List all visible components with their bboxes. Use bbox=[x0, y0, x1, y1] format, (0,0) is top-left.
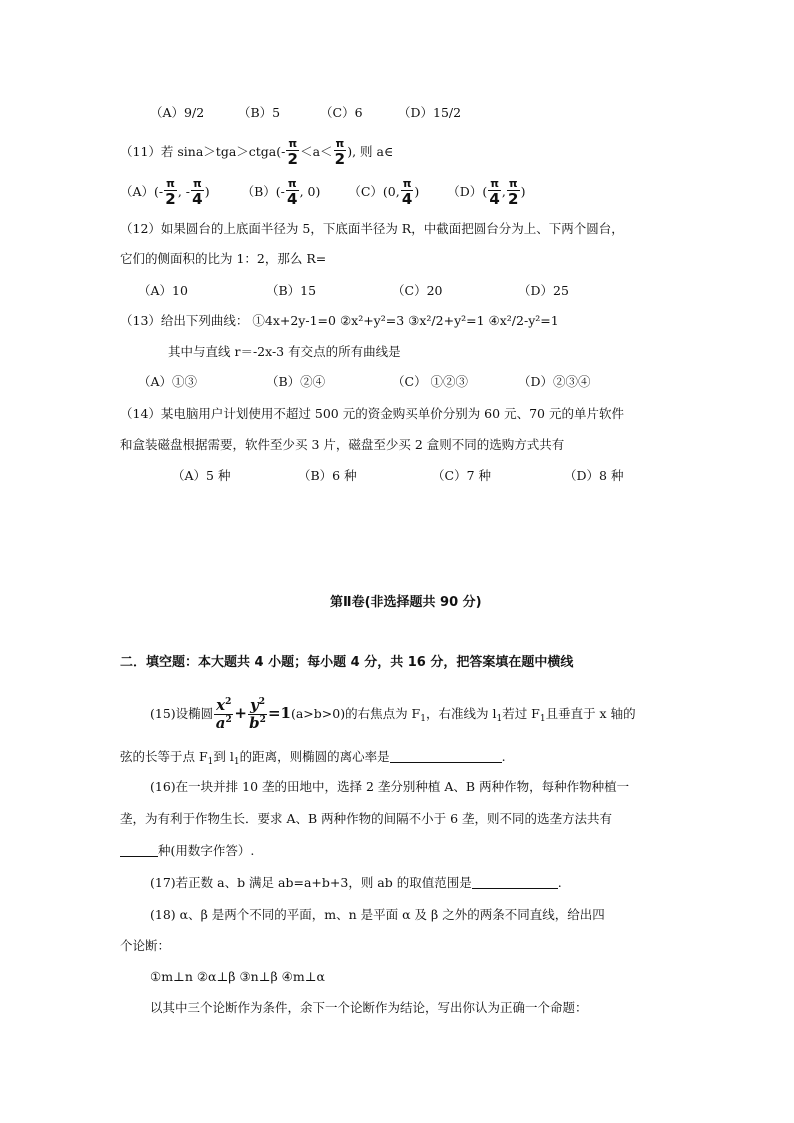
q11-option-b: （B）(- $\frac{\pi}{4}$ , 0) bbox=[241, 177, 321, 208]
q12-option-b: （B）15 bbox=[266, 283, 317, 298]
q11-option-c: （C）(0, $\frac{\pi}{4}$ ) bbox=[348, 177, 420, 208]
q11-prefix: （11）若 sina＞tga＞ctga(- bbox=[120, 144, 286, 159]
q14-option-a: （A）5 种 bbox=[172, 468, 231, 483]
q12-line-1: （12）如果圆台的上底面半径为 5，下底面半径为 R，中截面把圆台分为上、下两个圆台， bbox=[120, 221, 624, 236]
section-2-title: 第Ⅱ卷(非选择题共 90 分) bbox=[330, 595, 482, 610]
q15-line-2: 弦的长等于点 $F_1$到 $l_1$的距离，则椭圆的离心率是 . bbox=[120, 749, 506, 767]
q11-suffix: ), 则 a∈ bbox=[347, 144, 394, 159]
q14-line-1: （14）某电脑用户计划使用不超过 500 元的资金购买单价分别为 60 元、70 元的单片软件 bbox=[120, 406, 624, 421]
q13-line-1: （13）给出下列曲线： ①4x+2y-1=0 ②x²+y²=3 ③x²/2+y²=1 ④x²/2-y²=1 bbox=[120, 313, 559, 328]
q10-option-a: （A）9/2 bbox=[150, 105, 205, 120]
q12-line-2: 它们的侧面积的比为 1：2，那么 R= bbox=[120, 251, 327, 266]
q15-answer-blank[interactable] bbox=[390, 748, 502, 763]
q11-mid: ＜a＜ bbox=[300, 144, 333, 159]
q16-line-2: 垄，为有利于作物生长．要求 A、B 两种作物的间隔不小于 6 垄，则不同的选垄方法共有 bbox=[120, 811, 613, 826]
q11-stem bbox=[120, 132, 393, 172]
q16-line-3: 种(用数字作答）. bbox=[120, 842, 254, 860]
q18-line-2: 个论断： bbox=[120, 938, 171, 953]
q14-option-b: （B）6 种 bbox=[298, 468, 357, 483]
q16-line-1: (16)在一块并排 10 垄的田地中，选择 2 垄分别种植 A、B 两种作物，每种作物种植一 bbox=[150, 779, 630, 794]
q15-prefix: (15)设椭圆 bbox=[150, 706, 214, 721]
q11-pi-over-2: $\frac{\pi}{2}$ bbox=[334, 137, 346, 168]
q12-option-a: （A）10 bbox=[138, 283, 188, 298]
q12-option-c: （C）20 bbox=[392, 283, 443, 298]
q18-line-1: (18) α、β 是两个不同的平面，m、n 是平面 α 及 β 之外的两条不同直线，给出四 bbox=[150, 907, 605, 922]
q11-option-d: （D）( $\frac{\pi}{4}$ , $\frac{\pi}{2}$ ) bbox=[447, 177, 526, 208]
q13-option-d: （D）②③④ bbox=[518, 374, 591, 389]
q13-option-a: （A）①③ bbox=[138, 374, 198, 389]
q10-option-d: （D）15/2 bbox=[398, 105, 462, 120]
q14-option-c: （C）7 种 bbox=[432, 468, 491, 483]
q11-option-a: （A）(- $\frac{\pi}{2}$ , - $\frac{\pi}{4}$ ) bbox=[120, 177, 210, 208]
part-2-header: 二．填空题：本大题共 4 小题；每小题 4 分，共 16 分，把答案填在题中横线 bbox=[120, 655, 574, 670]
q15-x2-over-a2: $\frac{x^2}{a^2}$ bbox=[215, 696, 232, 732]
q15-line-1: (15)设椭圆 $\frac{x^2}{a^2}$ + $\frac{y^2}{b^2}$ =1(a>b>0)的右焦点为 $F_1$，右准线为 $l_1$若过 $F_1$且垂直于 x 轴的 bbox=[150, 696, 636, 732]
q13-option-b: （B）②④ bbox=[266, 374, 326, 389]
q11-options bbox=[120, 172, 525, 212]
q12-option-d: （D）25 bbox=[518, 283, 569, 298]
q10-option-b: （B）5 bbox=[238, 105, 281, 120]
q14-line-2: 和盒装磁盘根据需要，软件至少买 3 片，磁盘至少买 2 盒则不同的选购方式共有 bbox=[120, 437, 565, 452]
q11-neg-pi-over-2: $\frac{\pi}{2}$ bbox=[287, 137, 298, 168]
q18-line-4: 以其中三个论断作为条件，余下一个论断作为结论，写出你认为正确一个命题： bbox=[150, 1000, 588, 1015]
q14-option-d: （D）8 种 bbox=[564, 468, 624, 483]
q13-line-2: 其中与直线 r＝-2x-3 有交点的所有曲线是 bbox=[168, 344, 401, 359]
q13-option-c: （C） ①②③ bbox=[392, 374, 469, 389]
q18-assertions: ①m⊥n ②α⊥β ③n⊥β ④m⊥α bbox=[150, 969, 325, 984]
q16-answer-blank[interactable] bbox=[120, 842, 158, 857]
q15-condition: (a>b>0)的右焦点为 F bbox=[290, 706, 421, 721]
q17-line: (17)若正数 a、b 满足 ab=a+b+3，则 ab 的取值范围是 . bbox=[150, 875, 562, 890]
q10-option-c: （C）6 bbox=[320, 105, 363, 120]
q15-y2-over-b2: $\frac{y^2}{b^2}$ bbox=[249, 696, 266, 732]
q17-answer-blank[interactable] bbox=[472, 874, 558, 889]
